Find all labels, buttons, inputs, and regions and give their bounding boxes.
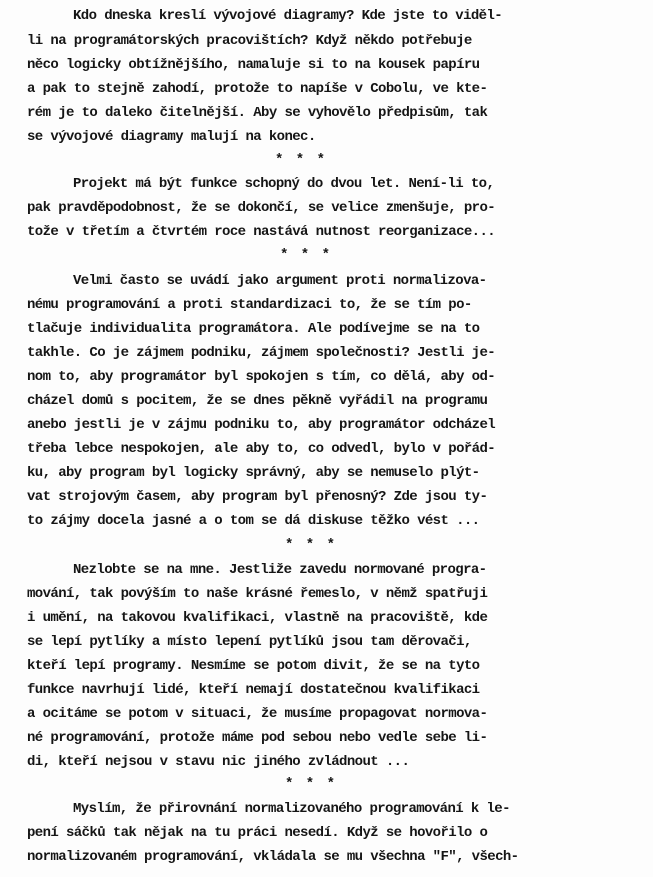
text-line: a pak to stejně zahodí, protože to napíše v Cobolu, ve kte- [27,81,488,97]
text-line: nom to, aby programátor byl spokojen s tím, co dělá, aby od- [27,369,496,385]
text-line: nému programování a proti standardizaci to, že se tím po- [27,297,472,313]
text-line: se lepí pytlíky a místo lepení pytlíků jsou tam děrovači, [27,634,472,650]
text-line: i umění, na takovou kvalifikaci, vlastně na pracoviště, kde [27,610,488,626]
text-line: Nezlobte se na mne. Jestliže zavedu normované progra- [73,562,487,578]
section-separator: * * * [280,247,333,263]
text-line: to zájmy docela jasné a o tom se dá diskuse těžko vést ... [27,513,480,529]
text-line: třeba lebce nespokojen, ale aby to, co odvedl, bylo v pořád- [27,441,496,457]
text-line: se vývojové diagramy malují na konec. [27,129,316,145]
text-line: ku, aby program byl logicky správný, aby se nemuselo plýt- [27,465,480,481]
text-line: tože v třetím a čtvrtém roce nastává nutnost reorganizace... [27,224,496,240]
text-line: funkce navrhují lidé, kteří nemají dostatečnou kvalifikaci [27,682,480,698]
text-line: Projekt má být funkce schopný do dvou let. Není-li to, [73,176,495,192]
text-line: vat strojovým časem, aby program byl přenosný? Zde jsou ty- [27,489,488,505]
text-line: cházel domů s pocitem, že se dnes pěkně vyřádil na programu [27,393,488,409]
text-line: normalizovaném programování, vkládala se mu všechna "F", všech- [27,849,519,865]
text-line: a ocitáme se potom v situaci, že musíme propagovat normova- [27,706,488,722]
text-line: rém je to daleko čitelnější. Aby se vyhovělo předpisům, tak [27,105,488,121]
text-line: pení sáčků tak nějak na tu práci nesedí. Když se hovořilo o [27,825,488,841]
text-line: takhle. Co je zájmem podniku, zájmem společnosti? Jestli je- [27,345,496,361]
text-line: di, kteří nejsou v stavu nic jiného zvládnout ... [27,754,410,770]
text-line: Myslím, že přirovnání normalizovaného programování k le- [73,801,510,817]
text-line: li na programátorských pracovištích? Když někdo potřebuje [27,33,472,49]
section-separator: * * * [285,537,338,553]
text-line: Kdo dneska kreslí vývojové diagramy? Kde jste to viděl- [73,8,503,24]
text-line: něco logicky obtížnějšího, namaluje si to na kousek papíru [27,57,480,73]
text-line: kteří lepí programy. Nesmíme se potom divit, že se na tyto [27,658,480,674]
section-separator: * * * [275,152,328,168]
text-line: anebo jestli je v zájmu podniku to, aby programátor odcházel [27,417,496,433]
text-line: tlačuje individualita programátora. Ale podívejme se na to [27,321,480,337]
text-line: pak pravděpodobnost, že se dokončí, se velice zmenšuje, pro- [27,200,496,216]
text-line: Velmi často se uvádí jako argument proti normalizova- [73,273,487,289]
section-separator: * * * [285,776,338,792]
text-line: né programování, protože máme pod sebou nebo vedle sebe li- [27,730,488,746]
text-line: mování, tak povýším to naše krásné řemeslo, v němž spatřuji [27,586,488,602]
